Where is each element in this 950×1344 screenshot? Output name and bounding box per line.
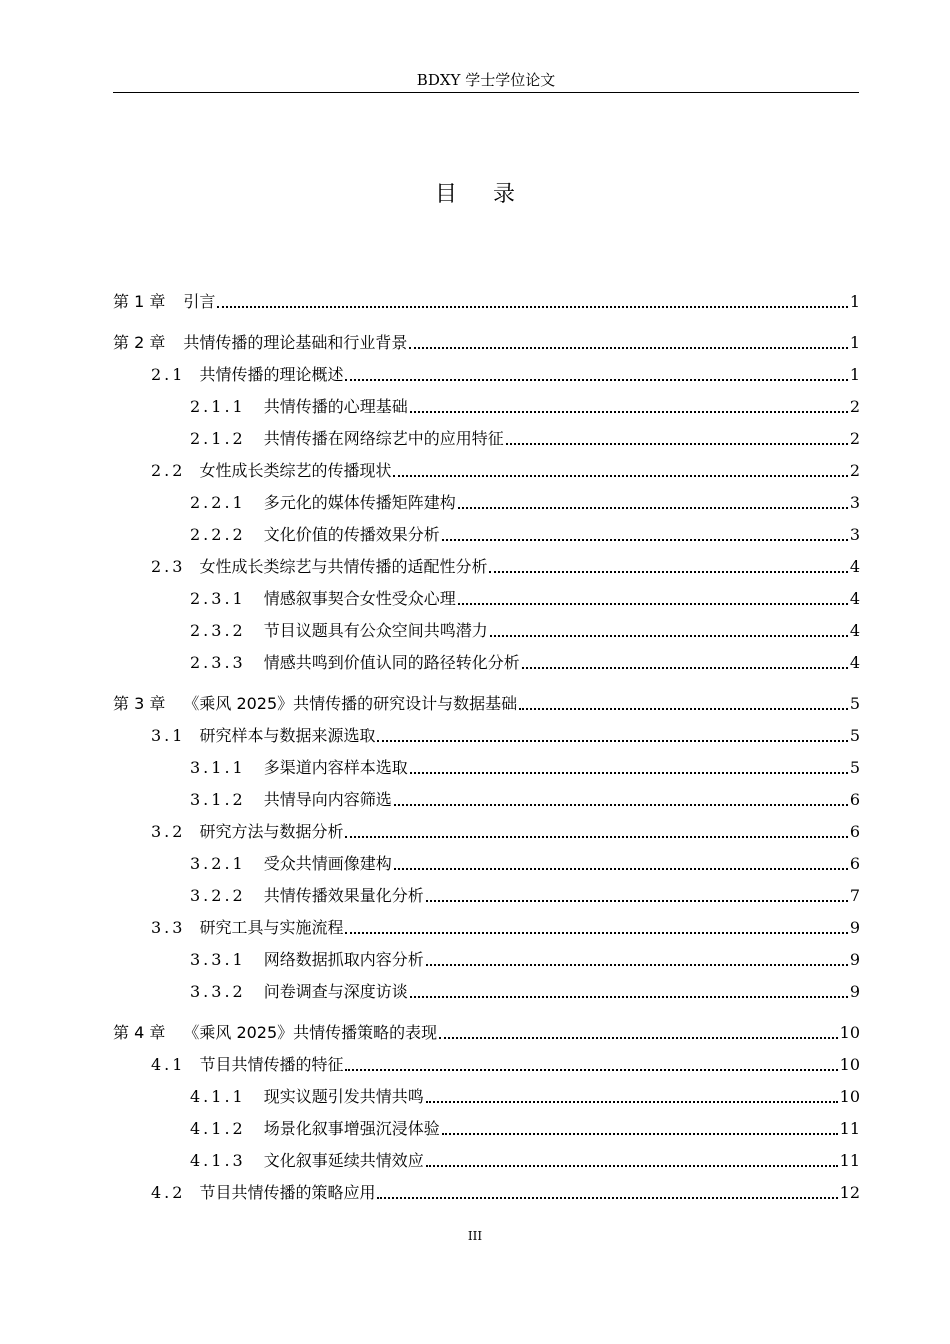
toc-entry[interactable] xyxy=(190,644,860,674)
toc-entry-number: 4.2 xyxy=(151,1183,186,1202)
toc-entry-number: 3.1 xyxy=(151,726,186,745)
toc-entry[interactable] xyxy=(190,580,860,610)
toc-entry[interactable] xyxy=(113,1014,860,1044)
toc-entry-number: 2.2 xyxy=(151,461,186,480)
toc-entry[interactable] xyxy=(113,685,860,715)
toc-entry[interactable] xyxy=(151,909,860,939)
toc-entry[interactable] xyxy=(190,1142,860,1172)
toc-entry-title: 共情传播在网络综艺中的应用特征 xyxy=(263,429,504,448)
running-header: BDXY 学士学位论文 xyxy=(416,71,556,89)
toc-entry-title: 引言 xyxy=(183,292,216,311)
toc-leader-dots xyxy=(506,443,848,445)
toc-entry-title: 共情传播效果量化分析 xyxy=(263,886,424,905)
toc-leader-dots xyxy=(345,932,847,934)
toc-entry[interactable] xyxy=(113,283,860,313)
toc-entry-number: 3.3.2 xyxy=(190,982,246,1001)
toc-entry-page: 5 xyxy=(849,726,860,745)
toc-entry-page: 10 xyxy=(839,1023,860,1042)
toc-entry[interactable] xyxy=(151,1174,860,1204)
toc-leader-dots xyxy=(458,603,848,605)
toc-entry-title: 共情导向内容筛选 xyxy=(263,790,392,809)
toc-entry-title: 现实议题引发共情共鸣 xyxy=(263,1087,424,1106)
toc-leader-dots xyxy=(426,964,848,966)
toc-entry-page: 11 xyxy=(839,1151,860,1170)
toc-entry[interactable] xyxy=(151,1046,860,1076)
toc-leader-dots xyxy=(345,379,847,381)
toc-entry-page: 6 xyxy=(849,790,860,809)
toc-entry-number: 2.3.2 xyxy=(190,621,246,640)
toc-entry-number: 第 4 章 xyxy=(113,1023,166,1042)
toc-entry-page: 6 xyxy=(849,822,860,841)
toc-entry-title: 受众共情画像建构 xyxy=(263,854,392,873)
toc-entry-title: 女性成长类综艺的传播现状 xyxy=(199,461,392,480)
toc-entry-number: 3.2.1 xyxy=(190,854,246,873)
toc-leader-dots xyxy=(377,740,847,742)
toc-entry[interactable] xyxy=(190,845,860,875)
toc-entry-page: 7 xyxy=(849,886,860,905)
toc-leader-dots xyxy=(490,635,848,637)
toc-entry-number: 第 1 章 xyxy=(113,292,166,311)
toc-entry-number: 2.1 xyxy=(151,365,186,384)
toc-entry-page: 3 xyxy=(849,493,860,512)
toc-entry[interactable] xyxy=(190,781,860,811)
toc-entry-number: 3.3 xyxy=(151,918,186,937)
toc-entry-page: 4 xyxy=(849,589,860,608)
toc-entry[interactable] xyxy=(190,941,860,971)
toc-entry-number: 3.2.2 xyxy=(190,886,246,905)
toc-entry-number: 3.3.1 xyxy=(190,950,246,969)
toc-entry-number: 4.1.1 xyxy=(190,1087,246,1106)
toc-entry[interactable] xyxy=(190,612,860,642)
toc-entry-page: 2 xyxy=(849,461,860,480)
toc-entry-title: 多渠道内容样本选取 xyxy=(263,758,408,777)
toc-entry-page: 9 xyxy=(849,982,860,1001)
toc-entry-number: 4.1.3 xyxy=(190,1151,246,1170)
toc-entry[interactable] xyxy=(151,813,860,843)
page-title: 目录 xyxy=(434,182,551,207)
toc-entry[interactable] xyxy=(190,973,860,1003)
toc-entry-page: 4 xyxy=(849,653,860,672)
toc-entry-page: 10 xyxy=(839,1087,860,1106)
toc-entry-title: 情感叙事契合女性受众心理 xyxy=(263,589,456,608)
toc-entry[interactable] xyxy=(190,516,860,546)
toc-entry-title: 场景化叙事增强沉浸体验 xyxy=(263,1119,440,1138)
toc-leader-dots xyxy=(489,571,847,573)
toc-leader-dots xyxy=(345,836,847,838)
toc-entry[interactable] xyxy=(190,484,860,514)
toc-leader-dots xyxy=(410,996,848,998)
toc-entry-title: 节目共情传播的特征 xyxy=(199,1055,344,1074)
toc-entry[interactable] xyxy=(190,749,860,779)
page-number: III xyxy=(467,1229,483,1243)
toc-entry-number: 第 2 章 xyxy=(113,333,166,352)
toc-leader-dots xyxy=(393,475,847,477)
toc-entry[interactable] xyxy=(190,388,860,418)
toc-leader-dots xyxy=(377,1197,837,1199)
toc-leader-dots xyxy=(442,539,848,541)
toc-entry-page: 3 xyxy=(849,525,860,544)
toc-entry[interactable] xyxy=(113,324,860,354)
toc-entry-title: 情感共鸣到价值认同的路径转化分析 xyxy=(263,653,520,672)
toc-leader-dots xyxy=(394,804,848,806)
toc-leader-dots xyxy=(442,1133,838,1135)
toc-entry-number: 3.2 xyxy=(151,822,186,841)
toc-entry-title: 研究工具与实施流程 xyxy=(199,918,344,937)
toc-entry-title: 文化价值的传播效果分析 xyxy=(263,525,440,544)
toc-entry-page: 2 xyxy=(849,429,860,448)
toc-entry-page: 5 xyxy=(849,758,860,777)
toc-entry-page: 4 xyxy=(849,557,860,576)
header-rule xyxy=(113,92,859,93)
toc-entry-number: 2.1.1 xyxy=(190,397,246,416)
toc-entry[interactable] xyxy=(151,452,860,482)
toc-leader-dots xyxy=(217,306,847,308)
toc-leader-dots xyxy=(439,1037,837,1039)
toc-entry-title: 《乘风 2025》共情传播策略的表现 xyxy=(183,1023,438,1042)
toc-entry-page: 5 xyxy=(849,694,860,713)
toc-leader-dots xyxy=(426,1165,838,1167)
toc-entry-page: 1 xyxy=(849,333,860,352)
toc-leader-dots xyxy=(519,708,848,710)
toc-entry-number: 2.3.3 xyxy=(190,653,246,672)
toc-entry-number: 4.1 xyxy=(151,1055,186,1074)
toc-entry-number: 第 3 章 xyxy=(113,694,166,713)
toc-entry[interactable] xyxy=(190,1078,860,1108)
toc-entry-page: 6 xyxy=(849,854,860,873)
toc-leader-dots xyxy=(410,411,848,413)
toc-entry-number: 2.2.2 xyxy=(190,525,246,544)
toc-entry-page: 4 xyxy=(849,621,860,640)
toc-entry-title: 文化叙事延续共情效应 xyxy=(263,1151,424,1170)
toc-entry-title: 女性成长类综艺与共情传播的适配性分析 xyxy=(199,557,488,576)
toc-entry-title: 共情传播的理论概述 xyxy=(199,365,344,384)
toc-entry-number: 4.1.2 xyxy=(190,1119,246,1138)
toc-entry[interactable] xyxy=(151,548,860,578)
toc-entry-title: 多元化的媒体传播矩阵建构 xyxy=(263,493,456,512)
toc-leader-dots xyxy=(522,667,848,669)
toc-entry-number: 3.1.1 xyxy=(190,758,246,777)
toc-entry-title: 网络数据抓取内容分析 xyxy=(263,950,424,969)
toc-entry-page: 9 xyxy=(849,950,860,969)
toc-entry-number: 2.3 xyxy=(151,557,186,576)
toc-entry-title: 研究方法与数据分析 xyxy=(199,822,344,841)
toc-entry-page: 1 xyxy=(849,292,860,311)
toc-entry-page: 2 xyxy=(849,397,860,416)
toc-entry-page: 12 xyxy=(839,1183,860,1202)
toc-entry[interactable] xyxy=(151,356,860,386)
toc-entry-number: 2.1.2 xyxy=(190,429,246,448)
toc-entry-title: 节目议题具有公众空间共鸣潜力 xyxy=(263,621,488,640)
toc-entry-page: 9 xyxy=(849,918,860,937)
toc-entry[interactable] xyxy=(190,1110,860,1140)
toc-entry-page: 10 xyxy=(839,1055,860,1074)
toc-entry-title: 研究样本与数据来源选取 xyxy=(199,726,376,745)
toc-leader-dots xyxy=(394,868,848,870)
toc-entry-title: 共情传播的心理基础 xyxy=(263,397,408,416)
toc-leader-dots xyxy=(426,900,848,902)
toc-entry[interactable] xyxy=(151,717,860,747)
toc-entry-title: 节目共情传播的策略应用 xyxy=(199,1183,376,1202)
toc-entry[interactable] xyxy=(190,420,860,450)
toc-entry-title: 《乘风 2025》共情传播的研究设计与数据基础 xyxy=(183,694,518,713)
toc-entry[interactable] xyxy=(190,877,860,907)
toc-leader-dots xyxy=(458,507,848,509)
toc-entry-page: 11 xyxy=(839,1119,860,1138)
toc-entry-number: 3.1.2 xyxy=(190,790,246,809)
toc-leader-dots xyxy=(345,1069,837,1071)
toc-entry-page: 1 xyxy=(849,365,860,384)
toc-leader-dots xyxy=(410,772,848,774)
toc-entry-number: 2.3.1 xyxy=(190,589,246,608)
toc-entry-title: 问卷调查与深度访谈 xyxy=(263,982,408,1001)
toc-entry-title: 共情传播的理论基础和行业背景 xyxy=(183,333,408,352)
toc-leader-dots xyxy=(426,1101,838,1103)
toc-leader-dots xyxy=(409,347,847,349)
toc-entry-number: 2.2.1 xyxy=(190,493,246,512)
